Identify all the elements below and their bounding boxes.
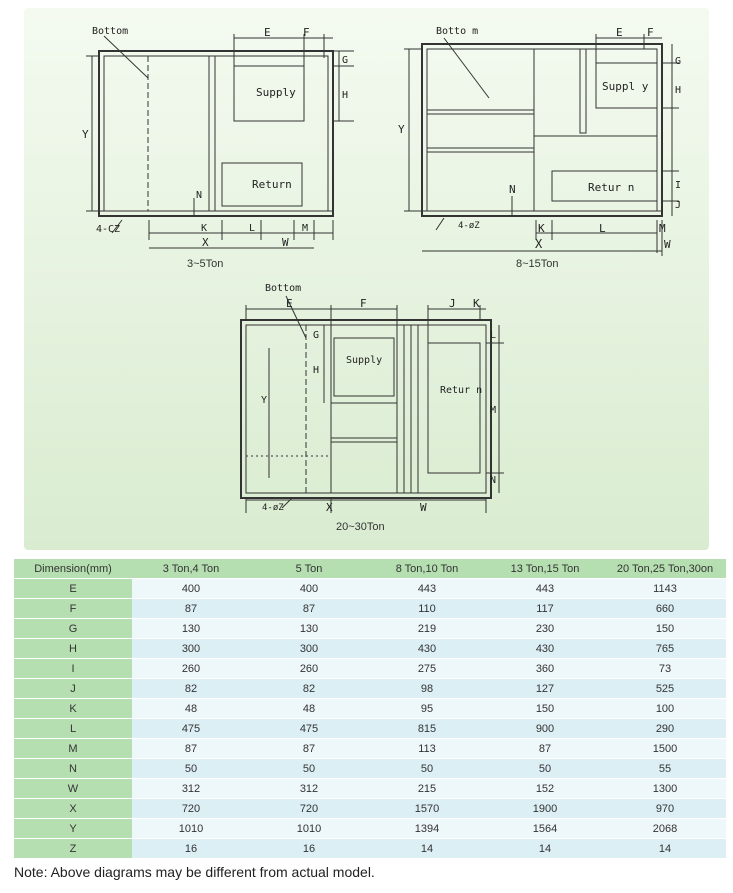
column-header: 3 Ton,4 Ton — [132, 559, 250, 578]
dimension-value-cell: 113 — [368, 739, 486, 758]
column-header: 20 Ton,25 Ton,30on — [604, 559, 726, 578]
dim-W: W — [664, 238, 671, 251]
dimension-value-cell: 1010 — [132, 819, 250, 838]
bottom-label: Bottom — [92, 26, 129, 37]
bottom-label: Bottom — [265, 283, 302, 294]
dimension-table — [14, 558, 726, 859]
dimension-label-cell: W — [14, 779, 132, 798]
dimension-label-cell: E — [14, 579, 132, 598]
dimension-value-cell: 110 — [368, 599, 486, 618]
table-row — [14, 839, 726, 858]
table-row — [14, 639, 726, 658]
dimension-value-cell: 230 — [486, 619, 604, 638]
dimension-value-cell: 50 — [368, 759, 486, 778]
dim-N: N — [509, 183, 516, 196]
dimension-value-cell: 95 — [368, 699, 486, 718]
dim-K: K — [538, 222, 545, 235]
dim-F: F — [303, 26, 310, 39]
dimension-value-cell: 14 — [368, 839, 486, 858]
dimension-value-cell: 50 — [132, 759, 250, 778]
dimension-value-cell: 430 — [368, 639, 486, 658]
dimension-value-cell: 127 — [486, 679, 604, 698]
dimension-value-cell: 87 — [486, 739, 604, 758]
dimension-value-cell: 2068 — [604, 819, 726, 838]
dimension-value-cell: 50 — [486, 759, 604, 778]
dimension-label-cell: J — [14, 679, 132, 698]
dimension-value-cell: 400 — [250, 579, 368, 598]
diagram-3-5ton — [82, 26, 354, 270]
dimension-value-cell: 430 — [486, 639, 604, 658]
dim-M: M — [490, 405, 497, 416]
table-row — [14, 579, 726, 598]
dim-F: F — [360, 297, 367, 310]
table-row — [14, 659, 726, 678]
dim-Z: 4-øZ — [458, 221, 480, 231]
dimension-value-cell: 275 — [368, 659, 486, 678]
dimension-drawings — [24, 8, 709, 550]
dimension-value-cell: 970 — [604, 799, 726, 818]
bottom-label: Botto m — [436, 26, 479, 37]
dimension-label-cell: L — [14, 719, 132, 738]
dim-H: H — [342, 90, 349, 101]
dimension-value-cell: 443 — [368, 579, 486, 598]
table-row — [14, 679, 726, 698]
dimension-value-cell: 1900 — [486, 799, 604, 818]
dimension-value-cell: 900 — [486, 719, 604, 738]
table-row — [14, 739, 726, 758]
column-header: 8 Ton,10 Ton — [368, 559, 486, 578]
column-header: 5 Ton — [250, 559, 368, 578]
dimension-value-cell: 73 — [604, 659, 726, 678]
caption-20-30ton: 20~30Ton — [336, 521, 385, 533]
dimension-value-cell: 16 — [132, 839, 250, 858]
dimension-value-cell: 720 — [250, 799, 368, 818]
dimension-value-cell: 1394 — [368, 819, 486, 838]
dimension-value-cell: 14 — [604, 839, 726, 858]
table-row — [14, 779, 726, 798]
dimension-label-cell: G — [14, 619, 132, 638]
dim-E: E — [264, 26, 271, 39]
dimension-value-cell: 150 — [486, 699, 604, 718]
supply-label: Supply — [256, 86, 296, 99]
dim-E: E — [616, 26, 623, 39]
dimension-label-cell: F — [14, 599, 132, 618]
table-header-row — [14, 559, 726, 578]
dim-J: J — [449, 297, 456, 310]
table-row — [14, 719, 726, 738]
dimension-value-cell: 130 — [132, 619, 250, 638]
dim-G: G — [313, 330, 320, 341]
dimension-value-cell: 720 — [132, 799, 250, 818]
dimension-label-cell: N — [14, 759, 132, 778]
dim-M: M — [302, 223, 309, 234]
dimension-value-cell: 290 — [604, 719, 726, 738]
dim-L: L — [249, 223, 256, 234]
dim-X: X — [326, 501, 333, 514]
dimension-value-cell: 87 — [250, 599, 368, 618]
dimension-value-cell: 765 — [604, 639, 726, 658]
dimension-value-cell: 14 — [486, 839, 604, 858]
supply-label: Suppl y — [602, 80, 649, 93]
dimension-value-cell: 1564 — [486, 819, 604, 838]
dimension-value-cell: 130 — [250, 619, 368, 638]
dim-L: L — [599, 222, 606, 235]
dimension-value-cell: 443 — [486, 579, 604, 598]
dimension-value-cell: 100 — [604, 699, 726, 718]
dimension-value-cell: 82 — [132, 679, 250, 698]
dimension-label-cell: K — [14, 699, 132, 718]
dim-I: I — [675, 180, 682, 191]
dim-Y: Y — [398, 123, 405, 136]
dim-N: N — [490, 475, 497, 486]
return-label: Return — [252, 178, 292, 191]
dimension-label-cell: H — [14, 639, 132, 658]
caption-8-15ton: 8~15Ton — [516, 258, 559, 270]
dimension-value-cell: 525 — [604, 679, 726, 698]
dimension-value-cell: 87 — [250, 739, 368, 758]
dimension-label-cell: I — [14, 659, 132, 678]
dimension-value-cell: 1570 — [368, 799, 486, 818]
dim-J: J — [675, 200, 682, 211]
caption-3-5ton: 3~5Ton — [187, 258, 224, 270]
dimension-value-cell: 1300 — [604, 779, 726, 798]
footnote: Note: Above diagrams may be different from actual model. — [14, 864, 375, 880]
dimension-value-cell: 215 — [368, 779, 486, 798]
dim-X: X — [202, 236, 209, 249]
column-header: 13 Ton,15 Ton — [486, 559, 604, 578]
dim-W: W — [282, 236, 289, 249]
dim-H: H — [675, 85, 682, 96]
dimension-value-cell: 260 — [132, 659, 250, 678]
table-row — [14, 819, 726, 838]
dim-X: X — [535, 237, 543, 251]
dim-Z: 4-øZ — [262, 503, 284, 513]
dimension-value-cell: 87 — [132, 739, 250, 758]
dimension-label-cell: X — [14, 799, 132, 818]
dim-G: G — [342, 55, 349, 66]
dimension-value-cell: 300 — [132, 639, 250, 658]
dimension-value-cell: 312 — [250, 779, 368, 798]
diagram-panel — [24, 8, 709, 550]
table-row — [14, 799, 726, 818]
table-row — [14, 619, 726, 638]
dim-W: W — [420, 501, 427, 514]
dimension-value-cell: 150 — [604, 619, 726, 638]
dim-K: K — [473, 297, 480, 310]
dimension-value-cell: 312 — [132, 779, 250, 798]
dimension-label-cell: M — [14, 739, 132, 758]
dimension-value-cell: 1500 — [604, 739, 726, 758]
dimension-value-cell: 98 — [368, 679, 486, 698]
dim-E: E — [286, 297, 293, 310]
return-label: Retur n — [440, 385, 483, 396]
dimension-value-cell: 475 — [250, 719, 368, 738]
column-header: Dimension(mm) — [14, 559, 132, 578]
table-row — [14, 699, 726, 718]
dimension-value-cell: 87 — [132, 599, 250, 618]
dim-K: K — [201, 223, 208, 234]
dimension-value-cell: 400 — [132, 579, 250, 598]
table-row — [14, 599, 726, 618]
dimension-label-cell: Z — [14, 839, 132, 858]
dim-Z: 4-CZ — [96, 224, 121, 235]
dim-L: L — [490, 330, 497, 341]
dim-M: M — [659, 222, 666, 235]
dim-H: H — [313, 365, 320, 376]
dimension-value-cell: 82 — [250, 679, 368, 698]
dimension-value-cell: 219 — [368, 619, 486, 638]
dimension-value-cell: 260 — [250, 659, 368, 678]
dim-Y: Y — [82, 128, 89, 141]
dimension-label-cell: Y — [14, 819, 132, 838]
dimension-value-cell: 1143 — [604, 579, 726, 598]
dimension-value-cell: 360 — [486, 659, 604, 678]
return-label: Retur n — [588, 181, 635, 194]
dimension-value-cell: 117 — [486, 599, 604, 618]
dimension-value-cell: 1010 — [250, 819, 368, 838]
dimension-value-cell: 50 — [250, 759, 368, 778]
dimension-value-cell: 475 — [132, 719, 250, 738]
dimension-value-cell: 300 — [250, 639, 368, 658]
supply-label: Supply — [346, 355, 383, 366]
dimension-value-cell: 16 — [250, 839, 368, 858]
dimension-value-cell: 48 — [132, 699, 250, 718]
diagram-8-15ton — [398, 26, 681, 270]
dimension-value-cell: 152 — [486, 779, 604, 798]
dimension-value-cell: 48 — [250, 699, 368, 718]
dimension-value-cell: 55 — [604, 759, 726, 778]
diagram-20-30ton — [241, 283, 504, 533]
dim-N: N — [196, 190, 203, 201]
dim-G: G — [675, 56, 682, 67]
dimension-value-cell: 815 — [368, 719, 486, 738]
dim-Y: Y — [261, 395, 268, 406]
dim-F: F — [647, 26, 654, 39]
table-row — [14, 759, 726, 778]
dimension-value-cell: 660 — [604, 599, 726, 618]
